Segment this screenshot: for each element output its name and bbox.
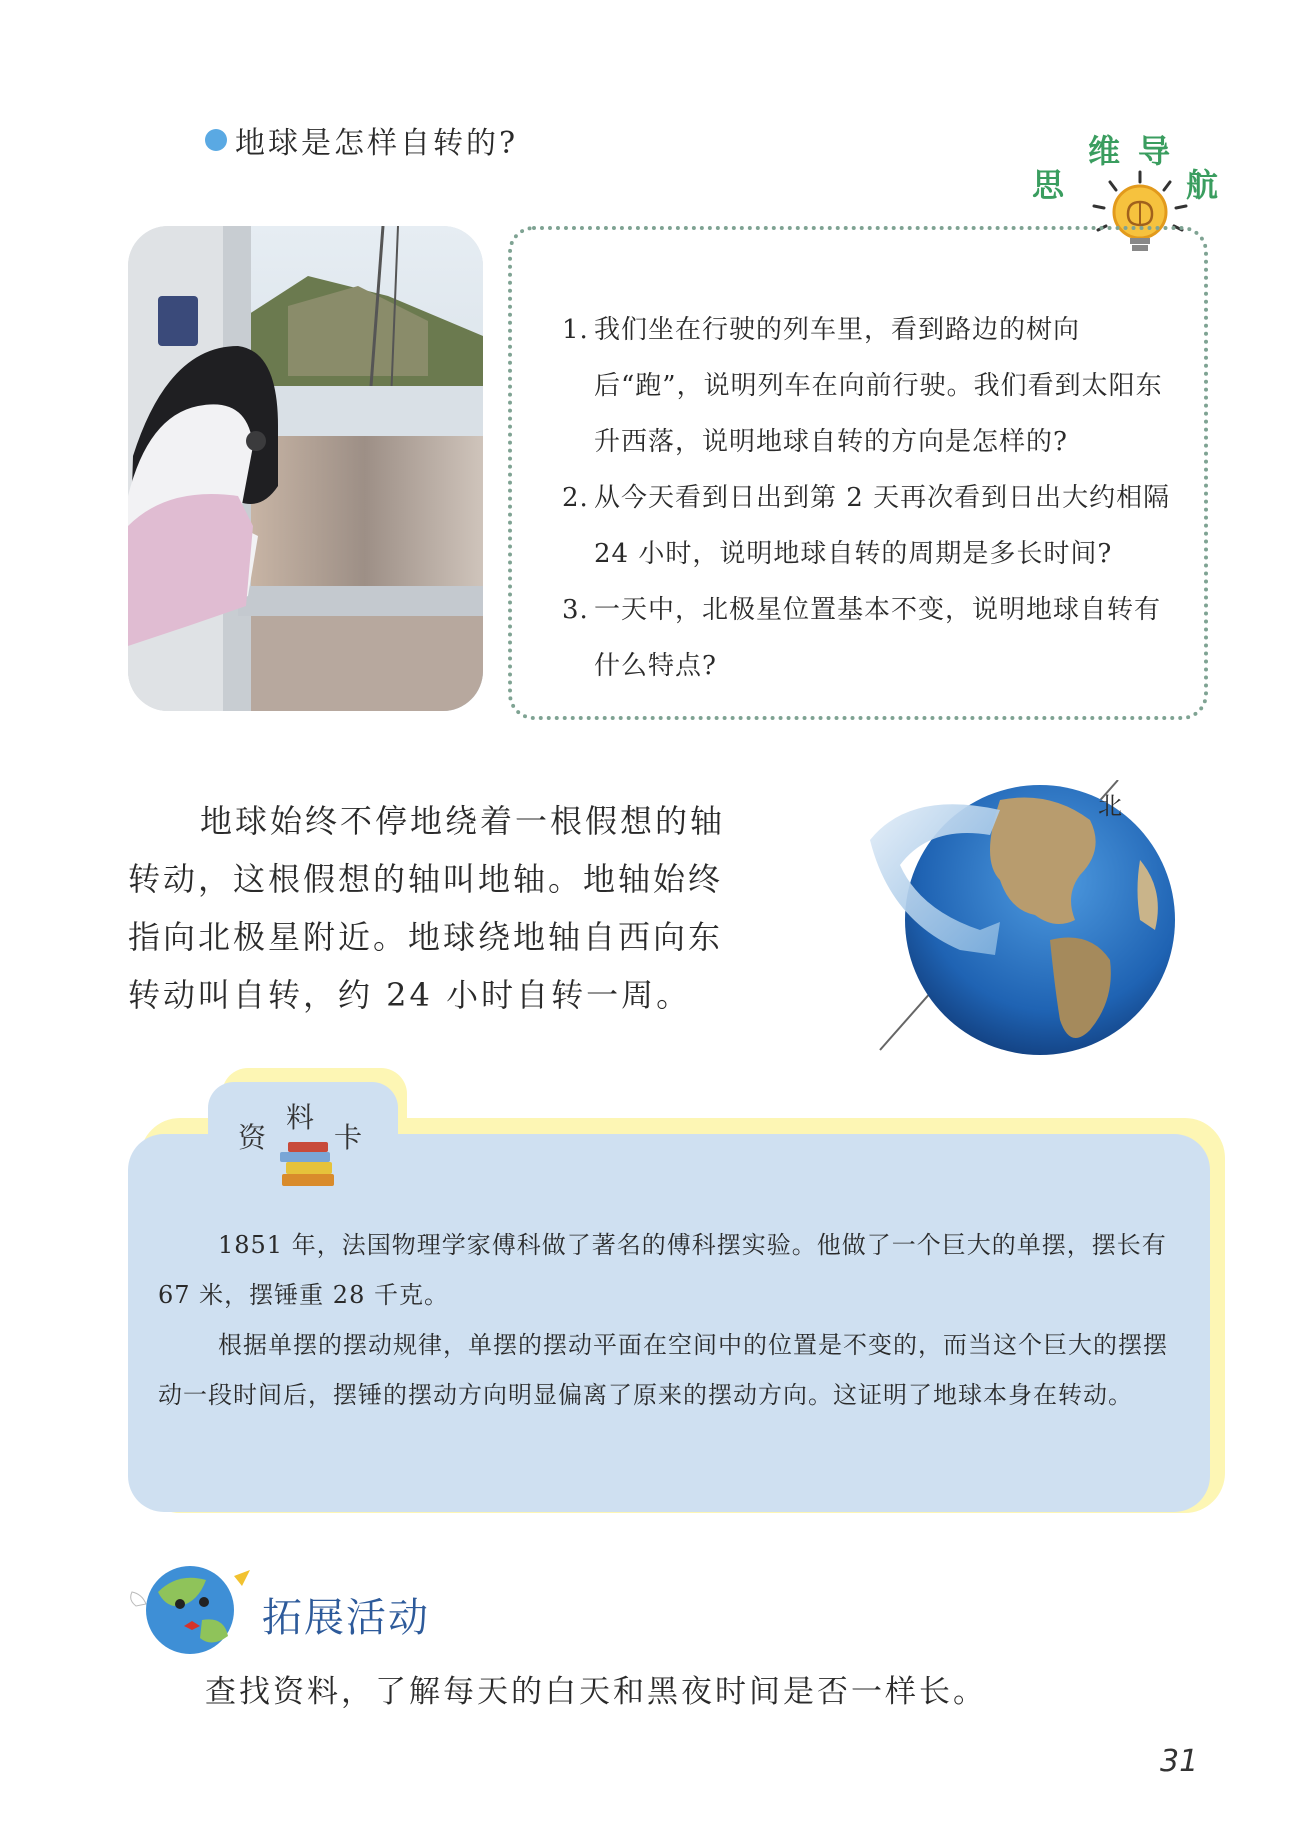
girl-looking-out-train-image [128, 226, 483, 711]
item-number: 1. [562, 315, 589, 345]
info-title-char-2: 料 [286, 1101, 315, 1134]
item-text: 我们坐在行驶的列车里，看到路边的树向后“跑”，说明列车在向前行驶。我们看到太阳东升西落，说明地球自转的方向是怎样的? [594, 315, 1163, 457]
info-paragraph: 根据单摆的摆动规律，单摆的摆动平面在空间中的位置是不变的，而当这个巨大的摆摆动一段时间后，摆锤的摆动方向明显偏离了原来的摆动方向。这证明了地球本身在转动。 [158, 1331, 1168, 1409]
page-number: 31 [1160, 1744, 1199, 1779]
question-list [562, 302, 1172, 694]
info-card-title [238, 1098, 388, 1188]
item-text: 从今天看到日出到第 2 天再次看到日出大约相隔 24 小时，说明地球自转的周期是多长时间? [594, 483, 1171, 569]
rotating-globe-illustration [850, 780, 1210, 1080]
info-title-char-1: 资 [238, 1121, 267, 1154]
item-text: 一天中，北极星位置基本不变，说明地球自转有什么特点? [594, 595, 1162, 681]
book-stack-icon [278, 1138, 338, 1190]
extension-activity-text: 查找资料，了解每天的白天和黑夜时间是否一样长。 [205, 1674, 987, 1710]
globe-mascot-icon [128, 1546, 268, 1666]
list-item [562, 470, 1172, 582]
info-paragraph: 1851 年，法国物理学家傅科做了著名的傅科摆实验。他做了一个巨大的单摆，摆长有 67 米，摆锤重 28 千克。 [158, 1231, 1167, 1309]
item-number: 2. [562, 483, 589, 513]
section-question [205, 118, 518, 162]
question-text: 地球是怎样自转的? [235, 126, 519, 161]
north-label: 北 [1098, 792, 1122, 820]
info-title-char-3: 卡 [334, 1121, 363, 1154]
info-card-body [158, 1220, 1168, 1420]
think-nav-char-2: 维 [1088, 132, 1121, 170]
item-number: 3. [562, 595, 589, 625]
train-window-photo [128, 226, 483, 711]
thinking-questions-box [508, 226, 1208, 720]
list-item [562, 582, 1172, 694]
bullet-dot-icon [205, 129, 227, 151]
think-nav-char-3: 导 [1138, 132, 1171, 170]
think-nav-char-1: 思 [1032, 166, 1065, 204]
extension-activity-title: 拓展活动 [262, 1595, 430, 1641]
list-item [562, 302, 1172, 470]
think-nav-char-4: 航 [1186, 166, 1219, 204]
earth-rotation-paragraph: 地球始终不停地绕着一根假想的轴转动，这根假想的轴叫地轴。地轴始终指向北极星附近。地球绕地轴自西向东转动叫自转，约 24 小时自转一周。 [128, 802, 726, 1014]
